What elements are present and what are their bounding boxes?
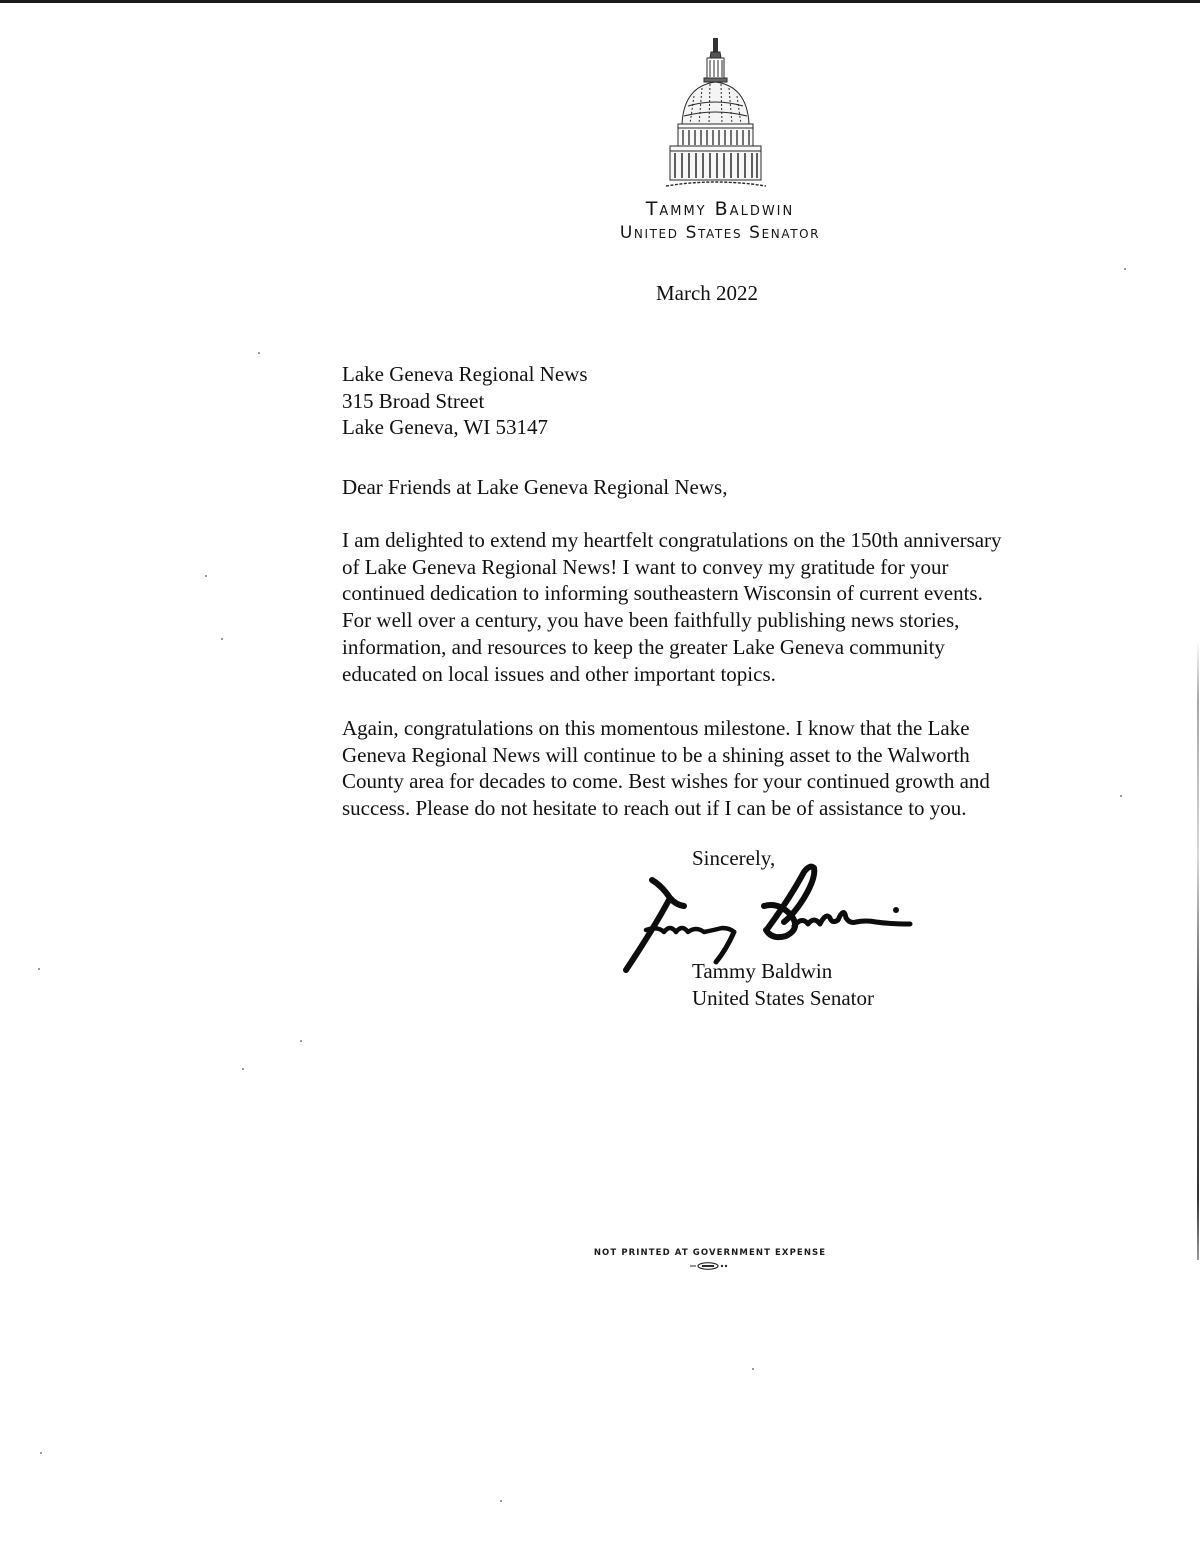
scan-speck: [300, 1040, 302, 1042]
letterhead-title: United States Senator: [619, 223, 821, 243]
union-label-icon: [690, 1262, 734, 1270]
scan-speck: [1120, 795, 1122, 797]
recipient-address: [342, 361, 588, 441]
scan-speck: [752, 1368, 754, 1370]
scan-speck: [258, 352, 260, 354]
letterhead-name: Tammy Baldwin: [645, 198, 795, 220]
paragraph-line: information, and resources to keep the greater Lake Geneva community: [342, 634, 945, 659]
scan-edge-right: [1197, 640, 1199, 1260]
signer-name: Tammy Baldwin: [692, 959, 833, 983]
paragraph-line: County area for decades to come. Best wishes for your continued growth and: [342, 769, 990, 794]
paragraph-line: I am delighted to extend my heartfelt congratulations on the 150th anniversary: [342, 528, 1002, 552]
scan-speck: [500, 1500, 502, 1502]
recipient-line: Lake Geneva, WI 53147: [342, 415, 549, 440]
capitol-dome-icon: [664, 36, 768, 192]
body-paragraph-2: [342, 715, 990, 822]
valediction: Sincerely,: [692, 846, 776, 870]
recipient-line: 315 Broad Street: [342, 388, 485, 413]
scan-speck: [242, 1068, 244, 1070]
paragraph-line: educated on local issues and other important topics.: [342, 661, 776, 686]
signer-title: United States Senator: [692, 986, 874, 1010]
recipient-line: Lake Geneva Regional News: [342, 362, 588, 386]
paragraph-line: Again, congratulations on this momentous milestone. I know that the Lake: [342, 716, 970, 740]
scan-speck: [40, 1452, 42, 1454]
salutation: Dear Friends at Lake Geneva Regional News,: [342, 475, 728, 499]
letter-date: March 2022: [656, 281, 759, 305]
paragraph-line: of Lake Geneva Regional News! I want to convey my gratitude for your: [342, 554, 949, 579]
scan-speck: [221, 638, 223, 640]
body-paragraph-1: [342, 527, 1002, 687]
paragraph-line: success. Please do not hesitate to reach out if I can be of assistance to you.: [342, 796, 967, 821]
scan-speck: [1124, 268, 1126, 270]
paragraph-line: Geneva Regional News will continue to be a shining asset to the Walworth: [342, 742, 970, 767]
footer-disclaimer: NOT PRINTED AT GOVERNMENT EXPENSE: [593, 1248, 827, 1258]
scan-speck: [38, 968, 40, 970]
scan-speck: [205, 575, 207, 577]
scan-edge-top: [0, 0, 1200, 3]
paragraph-line: continued dedication to informing southeastern Wisconsin of current events.: [342, 581, 983, 606]
paragraph-line: For well over a century, you have been faithfully publishing news stories,: [342, 608, 960, 633]
